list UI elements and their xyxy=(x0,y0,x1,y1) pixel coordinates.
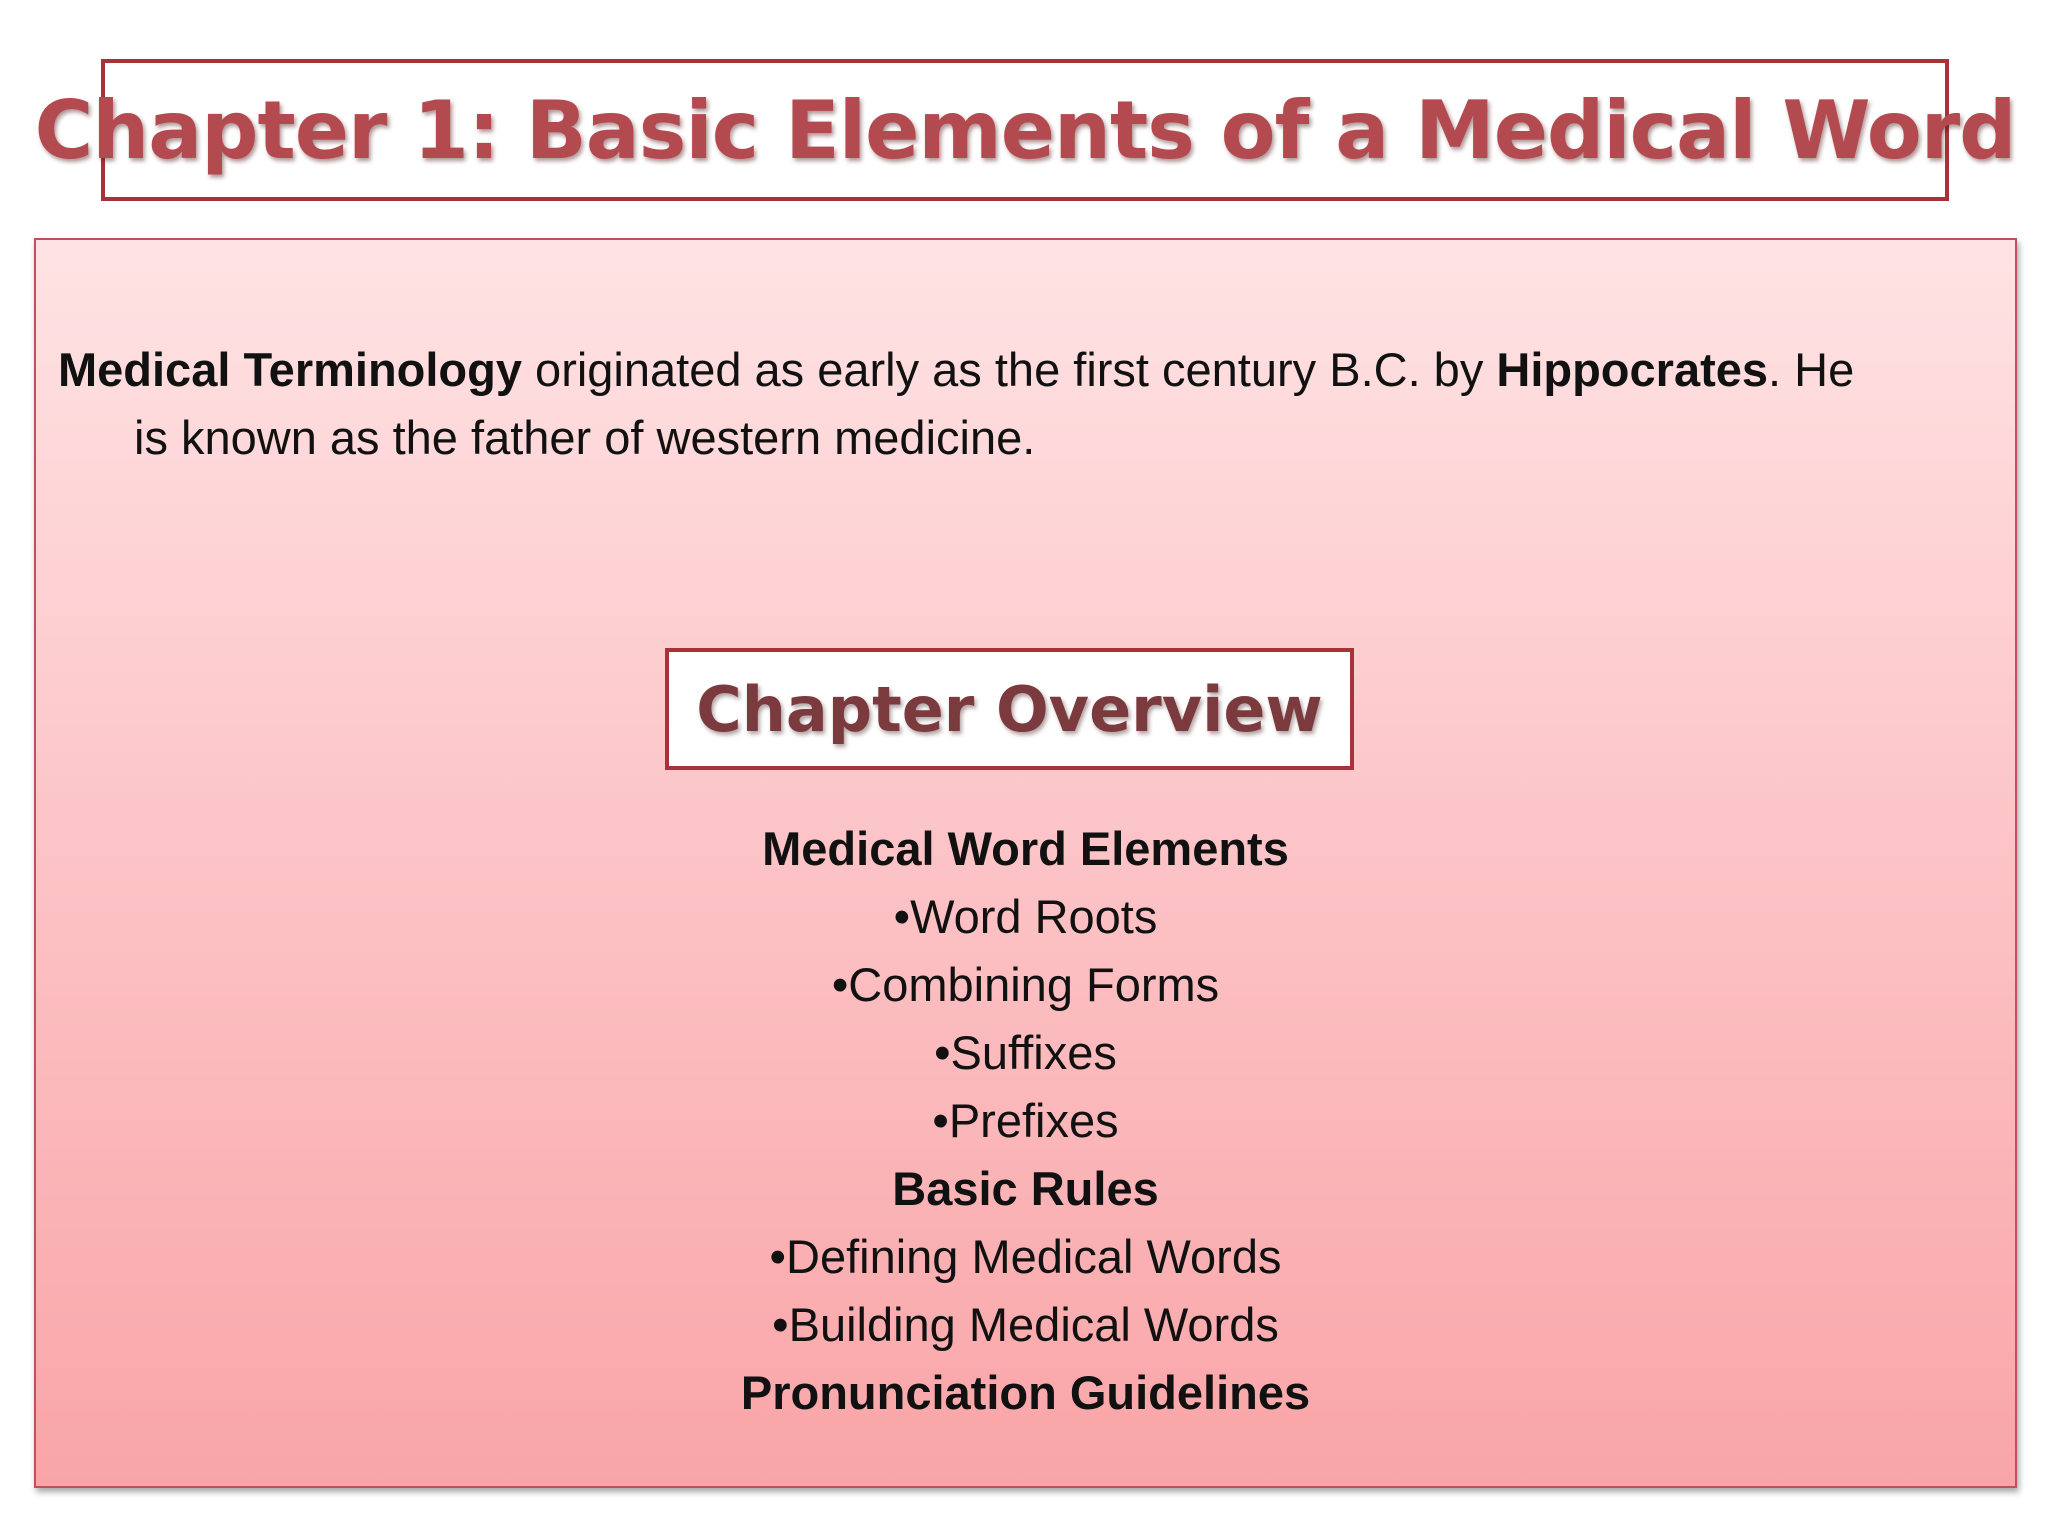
slide-title: Chapter 1: Basic Elements of a Medical Word xyxy=(34,83,2016,177)
intro-text-after-name: . He xyxy=(1768,343,1855,396)
intro-text-before-name: originated as early as the first century B.C. by xyxy=(522,343,1497,396)
outline-item: •Combining Forms xyxy=(831,958,1220,1011)
outline-item: •Word Roots xyxy=(893,890,1158,943)
intro-line-2: is known as the father of western medicine. xyxy=(134,411,1036,464)
intro-name: Hippocrates xyxy=(1496,343,1769,396)
outline-heading: Medical Word Elements xyxy=(762,822,1289,875)
outline-item: •Defining Medical Words xyxy=(769,1230,1282,1283)
chapter-outline xyxy=(36,815,2015,1427)
outline-heading: Basic Rules xyxy=(892,1162,1159,1215)
intro-paragraph xyxy=(58,336,1998,472)
outline-item: •Suffixes xyxy=(934,1026,1117,1079)
slide-title-box xyxy=(34,59,2016,201)
chapter-overview-box xyxy=(665,648,1354,770)
outline-item: •Building Medical Words xyxy=(772,1298,1279,1351)
outline-heading: Pronunciation Guidelines xyxy=(740,1366,1311,1419)
intro-term: Medical Terminology xyxy=(58,343,522,396)
chapter-overview-title: Chapter Overview xyxy=(696,672,1323,746)
outline-item: •Prefixes xyxy=(932,1094,1119,1147)
content-panel xyxy=(34,238,2017,1488)
